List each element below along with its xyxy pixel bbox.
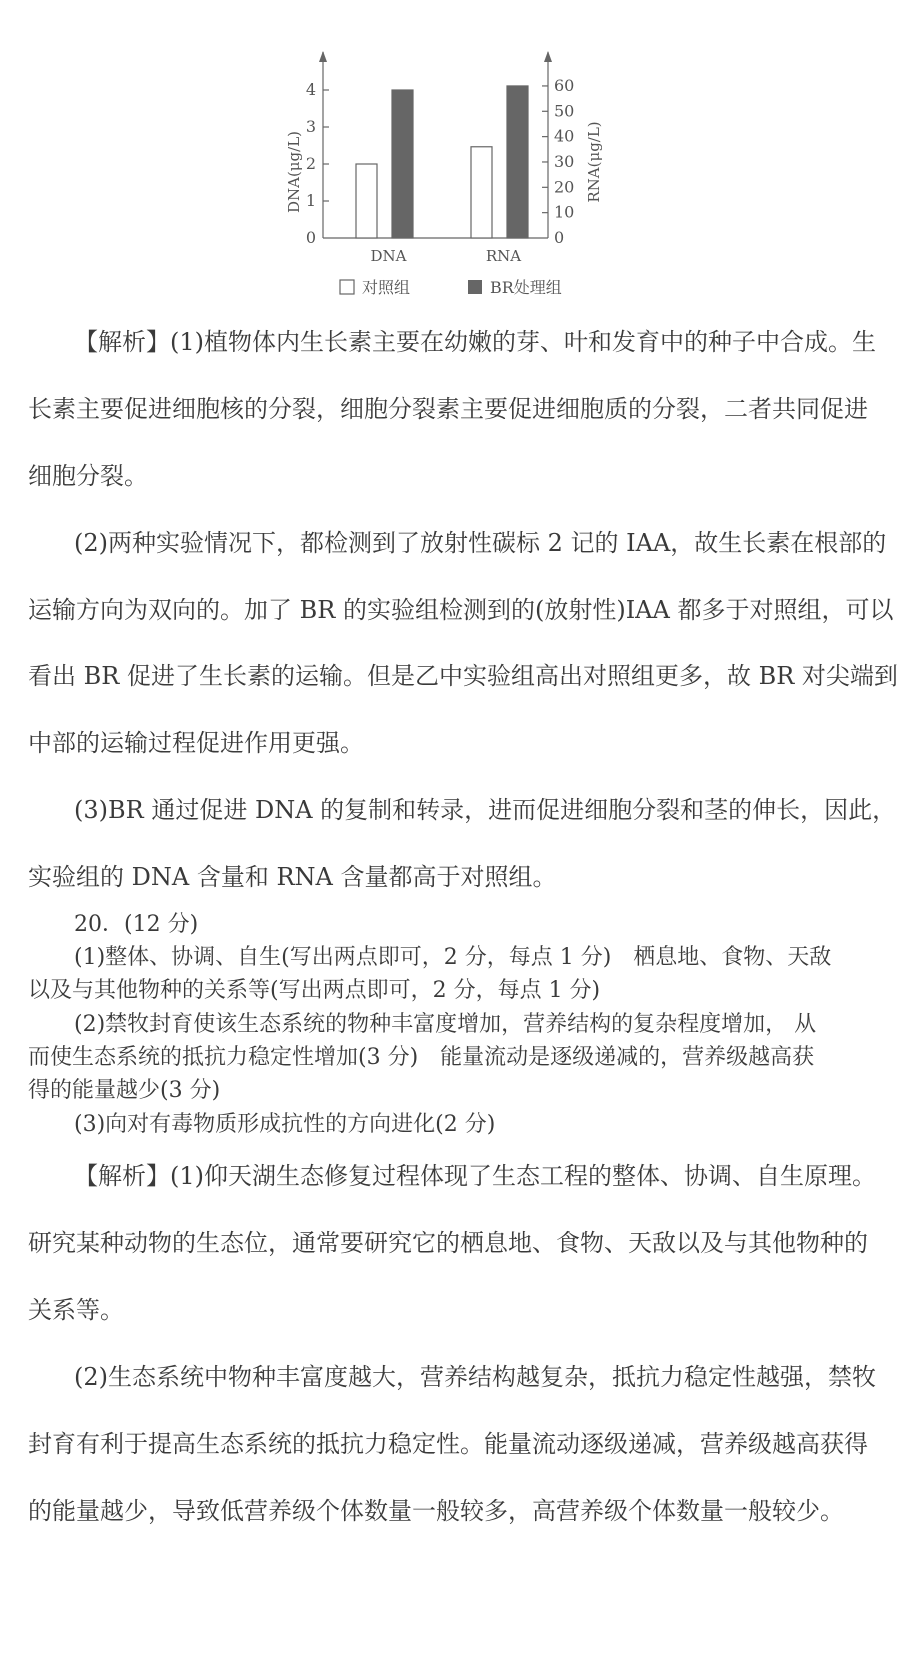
right-tick-label: 50: [554, 101, 575, 121]
explanation-2-line-1: (2)生态系统中物种丰富度越大，营养结构越复杂，抵抗力稳定性越强，禁牧: [74, 1363, 876, 1391]
analysis-3-line-1: (3)BR 通过促进 DNA 的复制和转录，进而促进细胞分裂和茎的伸长，因此，: [74, 796, 897, 824]
explanation-2-line-2: 封育有利于提高生态系统的抵抗力稳定性。能量流动逐级递减，营养级越高获得: [28, 1430, 868, 1458]
explanation-1-line-1: 【解析】(1)仰天湖生态修复过程体现了生态工程的整体、协调、自生原理。: [74, 1162, 876, 1190]
answer-2-line-2: 而使生态系统的抵抗力稳定性增加(3 分) 能量流动是逐级递减的，营养级越高获: [28, 1045, 815, 1070]
answer-1-line-2: 以及与其他物种的关系等(写出两点即可，2 分，每点 1 分): [28, 978, 601, 1003]
right-tick-label: 40: [554, 126, 575, 146]
legend-label-treated: BR处理组: [490, 278, 562, 297]
analysis-1-line-2: 长素主要促进细胞核的分裂，细胞分裂素主要促进细胞质的分裂，二者共同促进: [28, 395, 868, 423]
explanation-1-line-2: 研究某种动物的生态位，通常要研究它的栖息地、食物、天敌以及与其他物种的: [28, 1229, 868, 1257]
right-axis-ticks: [542, 76, 574, 247]
legend-label-control: 对照组: [362, 278, 411, 297]
answer-2-line-1: (2)禁牧封育使该生态系统的物种丰富度增加，营养结构的复杂程度增加， 从: [74, 1012, 817, 1037]
right-tick-label: 30: [554, 151, 575, 171]
legend-swatch-control: [340, 280, 354, 294]
right-axis-title: RNA(μg/L): [585, 121, 603, 203]
left-tick-label: 4: [305, 80, 316, 99]
bars: [356, 86, 528, 238]
explanation-1-line-3: 关系等。: [28, 1296, 124, 1324]
legend-swatch-treated: [468, 280, 482, 294]
answer-1-line-1: (1)整体、协调、自生(写出两点即可，2 分，每点 1 分) 栖息地、食物、天敌: [74, 945, 832, 970]
left-axis-ticks: [306, 80, 329, 247]
analysis-1-line-1: 【解析】(1)植物体内生长素主要在幼嫩的芽、叶和发育中的种子中合成。生: [74, 328, 876, 356]
analysis-2-line-2: 运输方向为双向的。加了 BR 的实验组检测到的(放射性)IAA 都多于对照组，可以: [28, 596, 894, 624]
explanation-2-line-3: 的能量越少，导致低营养级个体数量一般较多，高营养级个体数量一般较少。: [28, 1497, 844, 1525]
left-axis-title: DNA(μg/L): [285, 130, 303, 214]
analysis-2-line-3: 看出 BR 促进了生长素的运输。但是乙中实验组高出对照组更多，故 BR 对尖端到: [28, 662, 898, 690]
analysis-2-line-1: (2)两种实验情况下，都检测到了放射性碳标 2 记的 IAA，故生长素在根部的: [74, 529, 887, 557]
left-tick-label: 3: [305, 117, 316, 136]
right-tick-label: 0: [554, 228, 565, 247]
x-category-labels: [371, 247, 522, 265]
right-tick-label: 20: [554, 177, 575, 197]
x-category-label: DNA: [370, 247, 407, 265]
x-category-label: RNA: [485, 247, 522, 265]
answer-3-line-1: (3)向对有毒物质形成抗性的方向进化(2 分): [74, 1112, 496, 1137]
right-tick-label: 60: [554, 75, 575, 95]
bar-dna-treated: [392, 90, 413, 238]
dna-rna-bar-chart: [270, 40, 650, 330]
analysis-3-line-2: 实验组的 DNA 含量和 RNA 含量都高于对照组。: [28, 863, 557, 891]
answer-2-line-3: 得的能量越少(3 分): [28, 1078, 221, 1103]
left-tick-label: 2: [305, 154, 316, 173]
analysis-2-line-4: 中部的运输过程促进作用更强。: [28, 729, 364, 757]
question-20-heading: 20．(12 分): [74, 912, 199, 937]
left-tick-label: 0: [305, 228, 316, 247]
left-tick-label: 1: [305, 191, 316, 210]
bar-dna-control: [356, 164, 377, 238]
analysis-1-line-3: 细胞分裂。: [28, 462, 148, 490]
bar-rna-control: [471, 147, 492, 238]
right-tick-label: 10: [554, 202, 575, 222]
bar-rna-treated: [507, 86, 528, 238]
